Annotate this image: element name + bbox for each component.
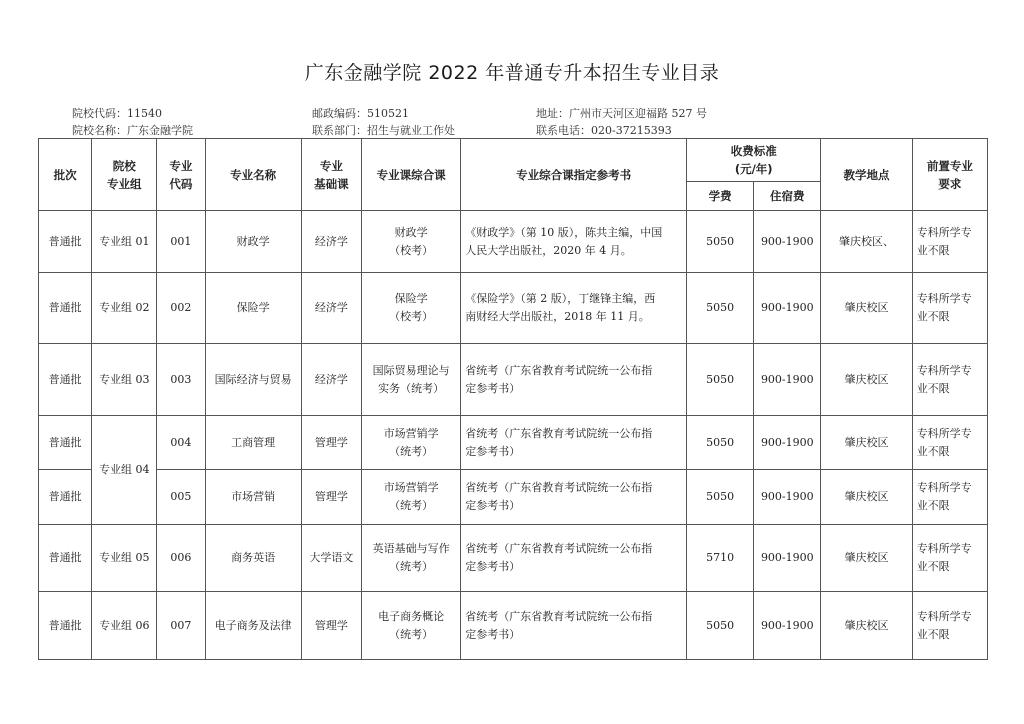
- basic-course-cell: 管理学: [301, 470, 361, 525]
- table-row: [39, 592, 988, 660]
- reference-book-cell: 省统考（广东省教育考试院统一公布指 定参考书）: [461, 416, 687, 470]
- accommodation-cell: 900-1900: [754, 211, 821, 273]
- school-code: 院校代码：11540: [72, 107, 162, 120]
- header-comprehensive-course: 专业课综合课: [361, 139, 460, 211]
- location-cell: 肇庆校区: [821, 592, 912, 660]
- comprehensive-course-cell: 市场营销学 （统考）: [361, 470, 460, 525]
- tuition-cell: 5710: [687, 525, 754, 592]
- basic-course-cell: 管理学: [301, 416, 361, 470]
- reference-book-cell: 《保险学》（第 2 版），丁继锋主编，西 南财经大学出版社，2018 年 11 月。: [461, 273, 687, 344]
- header-tuition: 学费: [687, 182, 754, 211]
- code-cell: 007: [157, 592, 205, 660]
- major-cell: 工商管理: [205, 416, 301, 470]
- tuition-cell: 5050: [687, 470, 754, 525]
- basic-course-cell: 管理学: [301, 592, 361, 660]
- reference-book-cell: 省统考（广东省教育考试院统一公布指 定参考书）: [461, 470, 687, 525]
- header-reference-book: 专业综合课指定参考书: [461, 139, 687, 211]
- header-fee-standard: 收费标准 (元/年): [687, 139, 821, 182]
- header-batch: 批次: [39, 139, 92, 211]
- batch-cell: 普通批: [39, 470, 92, 525]
- header-code: 专业 代码: [157, 139, 205, 211]
- reference-book-cell: 省统考（广东省教育考试院统一公布指 定参考书）: [461, 344, 687, 416]
- accommodation-cell: 900-1900: [754, 470, 821, 525]
- header-row: [39, 139, 988, 182]
- location-cell: 肇庆校区: [821, 344, 912, 416]
- location-cell: 肇庆校区: [821, 525, 912, 592]
- header-location: 教学地点: [821, 139, 912, 211]
- group-cell: 专业组 06: [92, 592, 157, 660]
- group-cell: 专业组 03: [92, 344, 157, 416]
- reference-book-cell: 省统考（广东省教育考试院统一公布指 定参考书）: [461, 592, 687, 660]
- code-cell: 004: [157, 416, 205, 470]
- school-name: 院校名称：广东金融学院: [72, 124, 193, 137]
- header-basic-course: 专业 基础课: [301, 139, 361, 211]
- prerequisite-cell: 专科所学专 业不限: [912, 470, 987, 525]
- basic-course-cell: 经济学: [301, 211, 361, 273]
- header-group: 院校 专业组: [92, 139, 157, 211]
- prerequisite-cell: 专科所学专 业不限: [912, 525, 987, 592]
- group-cell: 专业组 02: [92, 273, 157, 344]
- table-row: [39, 344, 988, 416]
- prerequisite-cell: 专科所学专 业不限: [912, 592, 987, 660]
- table-row: [39, 416, 988, 470]
- code-cell: 006: [157, 525, 205, 592]
- code-cell: 002: [157, 273, 205, 344]
- contact-department: 联系部门：招生与就业工作处: [312, 124, 455, 137]
- major-catalog-table: [38, 138, 988, 660]
- contact-phone: 联系电话：020-37215393: [536, 124, 672, 137]
- tuition-cell: 5050: [687, 211, 754, 273]
- accommodation-cell: 900-1900: [754, 344, 821, 416]
- accommodation-cell: 900-1900: [754, 525, 821, 592]
- basic-course-cell: 经济学: [301, 273, 361, 344]
- table-row: [39, 273, 988, 344]
- header-accommodation: 住宿费: [754, 182, 821, 211]
- code-cell: 001: [157, 211, 205, 273]
- major-cell: 电子商务及法律: [205, 592, 301, 660]
- basic-course-cell: 经济学: [301, 344, 361, 416]
- comprehensive-course-cell: 电子商务概论 （统考）: [361, 592, 460, 660]
- group-cell: 专业组 04: [92, 416, 157, 525]
- batch-cell: 普通批: [39, 416, 92, 470]
- accommodation-cell: 900-1900: [754, 416, 821, 470]
- page-title: 广东金融学院 2022 年普通专升本招生专业目录: [304, 62, 720, 84]
- batch-cell: 普通批: [39, 525, 92, 592]
- group-cell: 专业组 05: [92, 525, 157, 592]
- header-major-name: 专业名称: [205, 139, 301, 211]
- accommodation-cell: 900-1900: [754, 273, 821, 344]
- group-cell: 专业组 01: [92, 211, 157, 273]
- tuition-cell: 5050: [687, 273, 754, 344]
- prerequisite-cell: 专科所学专 业不限: [912, 273, 987, 344]
- comprehensive-course-cell: 英语基础与写作 （统考）: [361, 525, 460, 592]
- code-cell: 005: [157, 470, 205, 525]
- location-cell: 肇庆校区: [821, 273, 912, 344]
- comprehensive-course-cell: 保险学 （校考）: [361, 273, 460, 344]
- batch-cell: 普通批: [39, 592, 92, 660]
- major-cell: 市场营销: [205, 470, 301, 525]
- table-row: [39, 470, 988, 525]
- location-cell: 肇庆校区、: [821, 211, 912, 273]
- comprehensive-course-cell: 市场营销学 （统考）: [361, 416, 460, 470]
- accommodation-cell: 900-1900: [754, 592, 821, 660]
- address: 地址：广州市天河区迎福路 527 号: [536, 107, 707, 120]
- batch-cell: 普通批: [39, 344, 92, 416]
- tuition-cell: 5050: [687, 344, 754, 416]
- batch-cell: 普通批: [39, 273, 92, 344]
- postal-code: 邮政编码：510521: [312, 107, 409, 120]
- batch-cell: 普通批: [39, 211, 92, 273]
- tuition-cell: 5050: [687, 416, 754, 470]
- table-row: [39, 525, 988, 592]
- table-row: [39, 211, 988, 273]
- tuition-cell: 5050: [687, 592, 754, 660]
- prerequisite-cell: 专科所学专 业不限: [912, 416, 987, 470]
- prerequisite-cell: 专科所学专 业不限: [912, 211, 987, 273]
- location-cell: 肇庆校区: [821, 470, 912, 525]
- major-cell: 财政学: [205, 211, 301, 273]
- major-cell: 国际经济与贸易: [205, 344, 301, 416]
- comprehensive-course-cell: 国际贸易理论与 实务（统考）: [361, 344, 460, 416]
- prerequisite-cell: 专科所学专 业不限: [912, 344, 987, 416]
- header-prerequisite: 前置专业 要求: [912, 139, 987, 211]
- location-cell: 肇庆校区: [821, 416, 912, 470]
- major-cell: 保险学: [205, 273, 301, 344]
- basic-course-cell: 大学语文: [301, 525, 361, 592]
- reference-book-cell: 《财政学》（第 10 版），陈共主编，中国 人民大学出版社，2020 年 4 月。: [461, 211, 687, 273]
- comprehensive-course-cell: 财政学 （校考）: [361, 211, 460, 273]
- reference-book-cell: 省统考（广东省教育考试院统一公布指 定参考书）: [461, 525, 687, 592]
- major-cell: 商务英语: [205, 525, 301, 592]
- code-cell: 003: [157, 344, 205, 416]
